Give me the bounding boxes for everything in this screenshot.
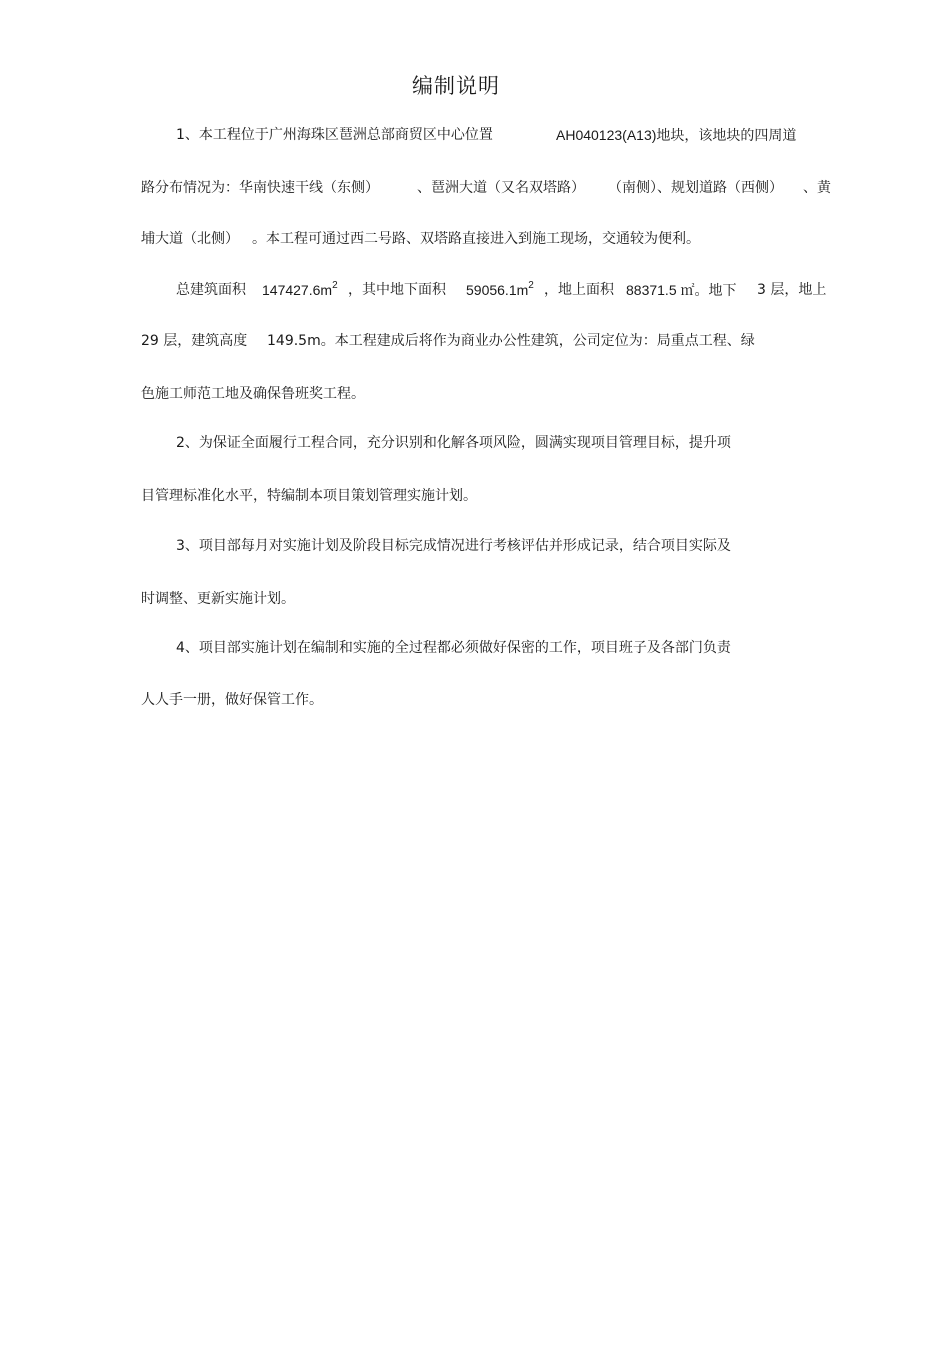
paragraph-3-line-2: 时调整、更新实施计划。 bbox=[141, 591, 295, 607]
paragraph-4-line-1: 4、项目部实施计划在编制和实施的全过程都必须做好保密的工作，项目班子及各部门负责 bbox=[176, 640, 731, 656]
paragraph-area-above: 88371.5 ㎡。地下 bbox=[626, 282, 737, 298]
paragraph-2-line-1: 2、为保证全面履行工程合同，充分识别和化解各项风险，圆满实现项目管理目标，提升项 bbox=[176, 435, 731, 451]
paragraph-1-line-3b: 。本工程可通过西二号路、双塔路直接进入到施工现场，交通较为便利。 bbox=[252, 231, 700, 247]
paragraph-1-line-1: 1、本工程位于广州海珠区琶洲总部商贸区中心位置 bbox=[176, 127, 493, 143]
paragraph-1-line-1-code: AH040123(A13)地块，该地块的四周道 bbox=[556, 127, 797, 143]
paragraph-1-line-2a: 路分布情况为：华南快速干线（东侧） bbox=[141, 180, 379, 196]
paragraph-area-above-label: ，地上面积 bbox=[544, 282, 614, 298]
paragraph-area-line-1a: 总建筑面积 bbox=[176, 282, 246, 298]
paragraph-area-underground: $59056.1m^2$ bbox=[466, 280, 534, 298]
document-title: 编制说明 bbox=[412, 74, 500, 98]
paragraph-area-line-2a: 29 层，建筑高度 bbox=[141, 333, 248, 349]
paragraph-area-line-2b: 149.5m。本工程建成后将作为商业办公性建筑，公司定位为：局重点工程、绿 bbox=[267, 333, 755, 349]
paragraph-2-line-2: 目管理标准化水平，特编制本项目策划管理实施计划。 bbox=[141, 488, 477, 504]
paragraph-area-floors: 3 层，地上 bbox=[757, 282, 827, 298]
paragraph-1-line-2d: 、黄 bbox=[803, 180, 831, 196]
paragraph-area-total: $147427.6m^2$ bbox=[262, 280, 338, 298]
paragraph-1-line-2b: 、琶洲大道（又名双塔路） bbox=[417, 180, 585, 196]
paragraph-1-line-2c: （南侧）、规划道路（西侧） bbox=[608, 180, 783, 196]
paragraph-area-line-3: 色施工师范工地及确保鲁班奖工程。 bbox=[141, 386, 365, 402]
paragraph-1-line-3a: 埔大道（北侧） bbox=[141, 231, 239, 247]
paragraph-4-line-2: 人人手一册，做好保管工作。 bbox=[141, 692, 323, 708]
paragraph-3-line-1: 3、项目部每月对实施计划及阶段目标完成情况进行考核评估并形成记录，结合项目实际及 bbox=[176, 538, 731, 554]
paragraph-area-underground-label: ，其中地下面积 bbox=[348, 282, 446, 298]
